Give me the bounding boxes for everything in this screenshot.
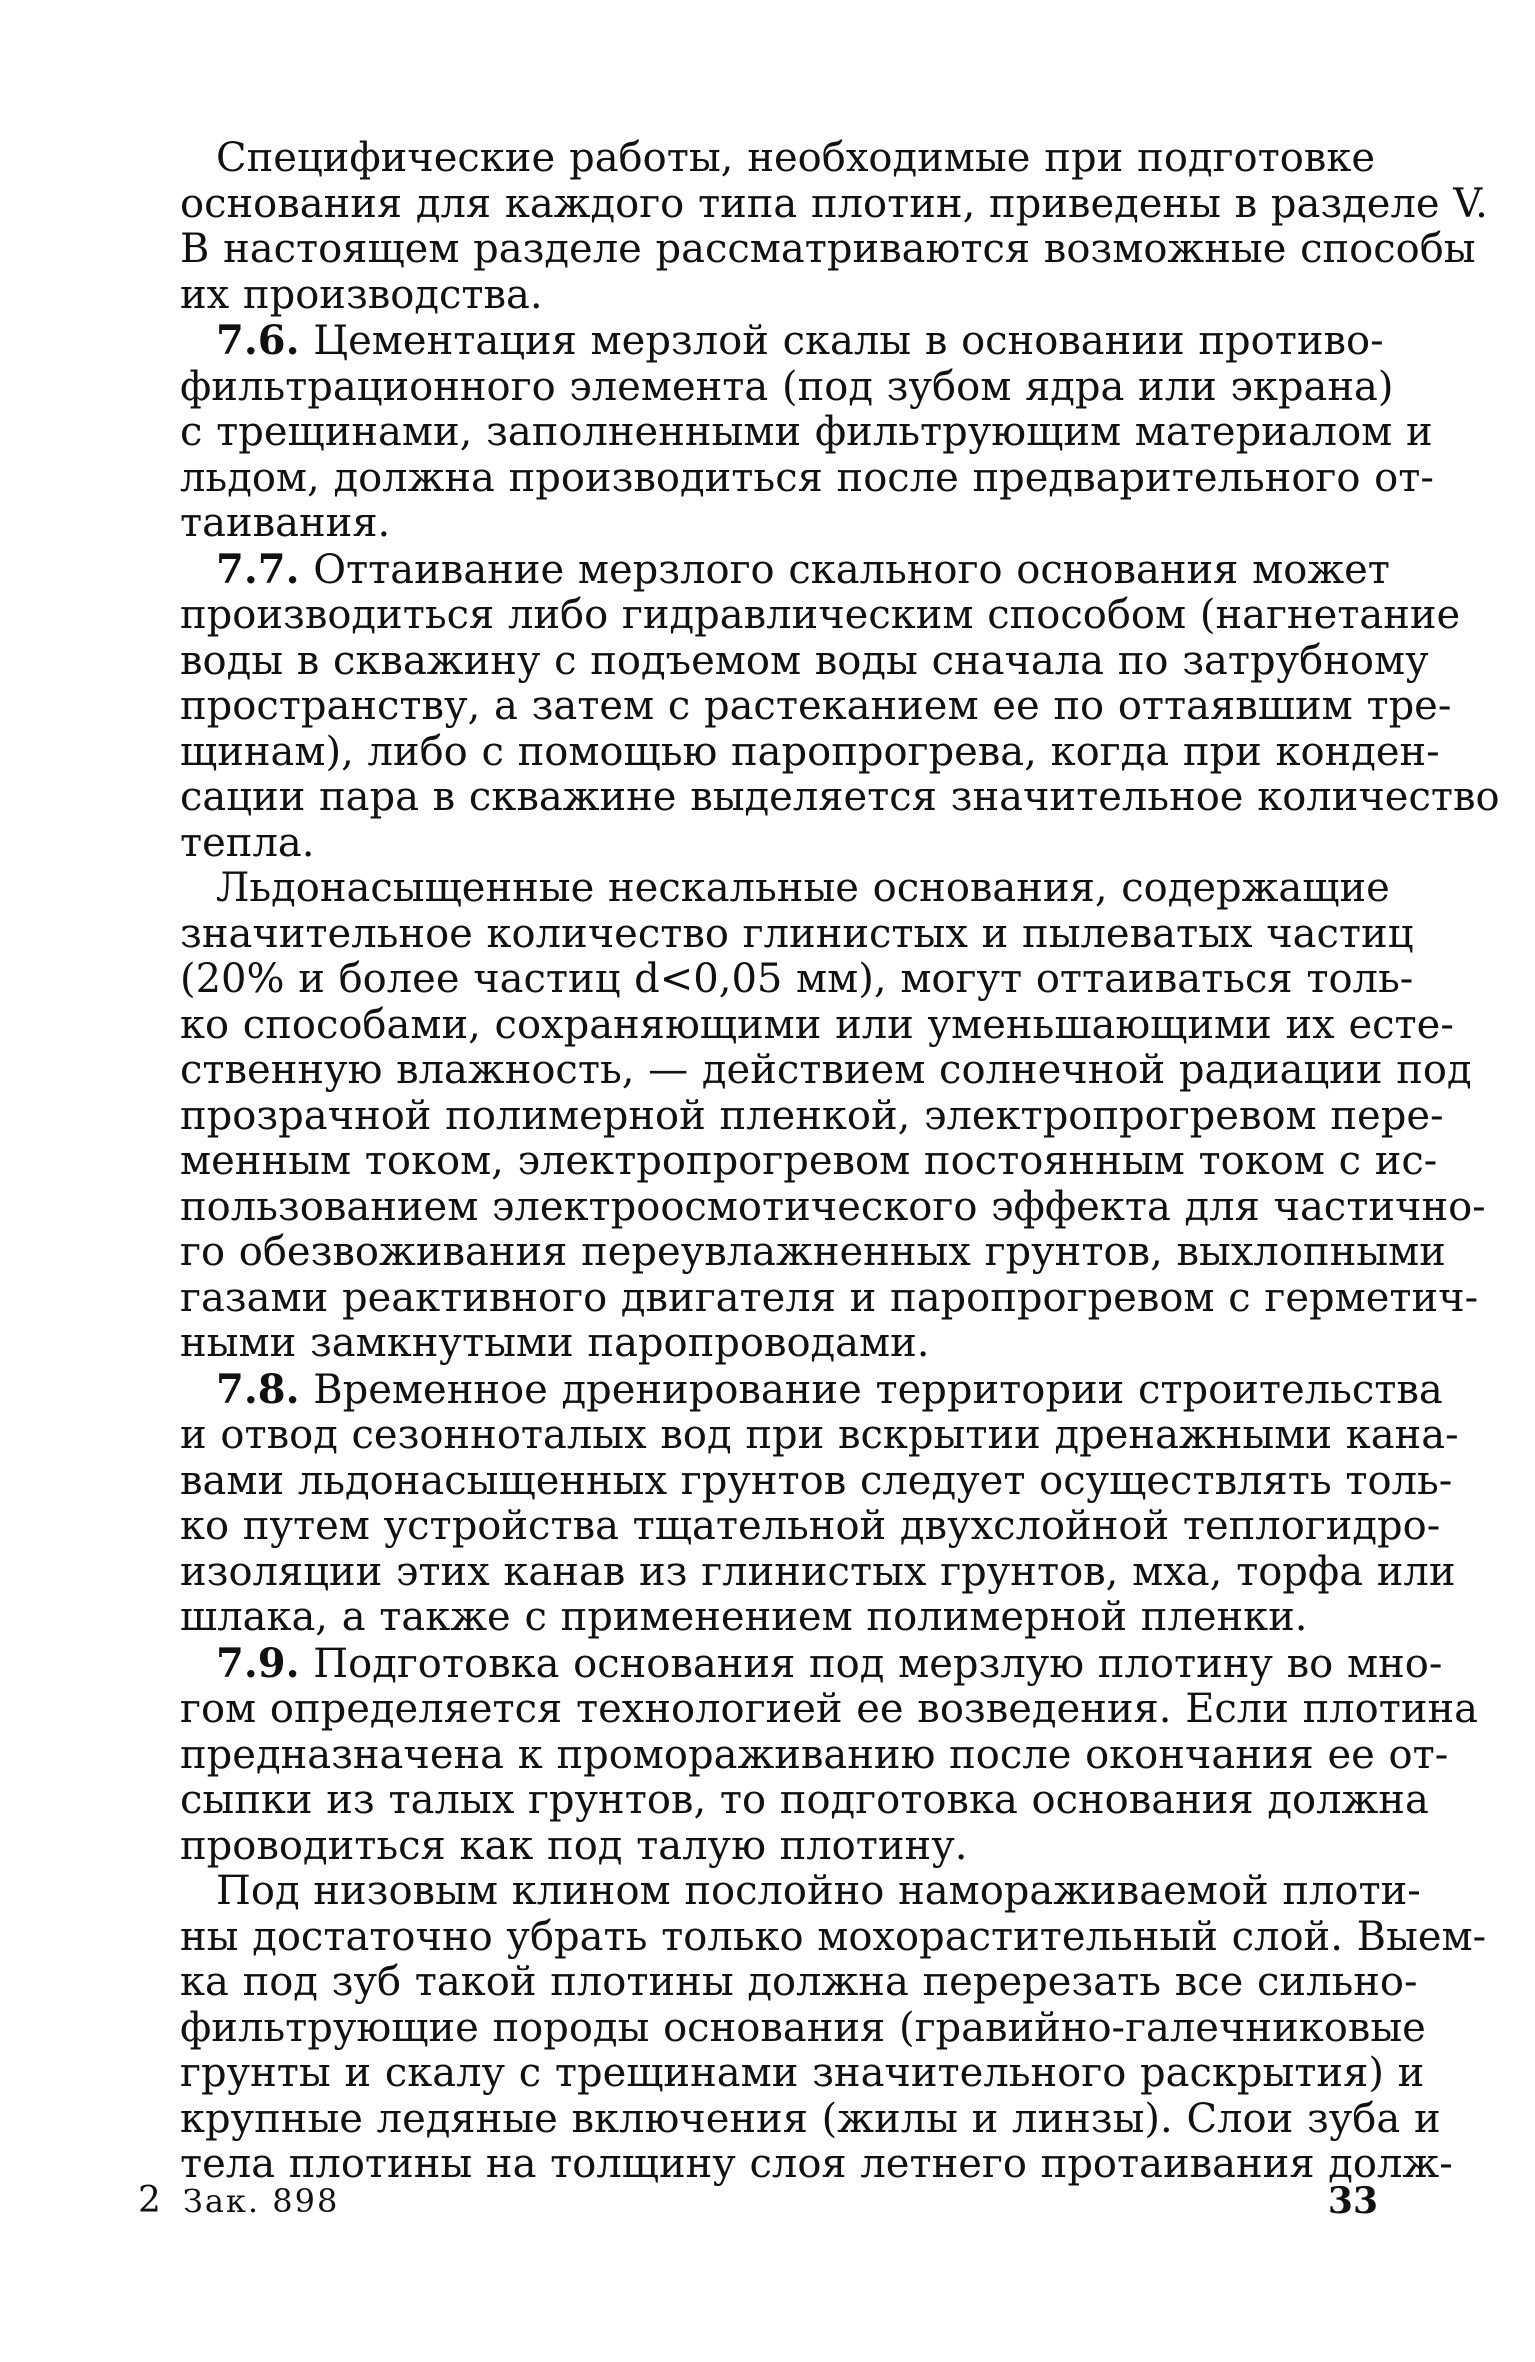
text-line	[180, 1777, 1429, 1824]
printer-signature	[138, 2180, 339, 2221]
line-text: тепла.	[180, 819, 315, 866]
text-line	[180, 1365, 1443, 1414]
text-line	[180, 1503, 1441, 1550]
line-text: ко путем устройства тщательной двухслойной теплогидро-	[180, 1503, 1441, 1549]
line-text: (20% и более частиц d<0,05 мм), могут оттаиваться толь-	[180, 956, 1414, 1002]
text-line	[180, 683, 1452, 730]
line-text: таивания.	[180, 500, 391, 546]
text-line	[180, 2095, 1441, 2143]
line-text: ко способами, сохраняющими или уменьшающими их есте-	[180, 1001, 1454, 1048]
text-line	[180, 1274, 1479, 1322]
line-text: Льдонасыщенные нескальные основания, содержащие	[216, 865, 1390, 911]
text-line	[180, 1047, 1472, 1094]
line-text: го обезвоживания переувлажненных грунтов, выхлопными	[180, 1229, 1446, 1275]
text-line	[180, 545, 1390, 594]
line-text: основания для каждого типа плотин, приведены в разделе V.	[180, 180, 1488, 227]
line-text: грунты и скалу с трещинами значительного раскрытия) и	[180, 2050, 1425, 2096]
text-line	[180, 1138, 1438, 1185]
line-text: ными замкнутыми паропроводами.	[180, 1320, 930, 1366]
line-text: фильтрационного элемента (под зубом ядра или экрана)	[180, 363, 1394, 410]
order-number: Зак. 898	[182, 2182, 340, 2220]
clause-7-6	[180, 317, 1434, 547]
line-text: Специфические работы, необходимые при подготовке	[216, 135, 1375, 181]
line-text: предназначена к промораживанию после окончания ее от-	[180, 1731, 1449, 1778]
clause-number: 7.7.	[216, 545, 300, 593]
text-line	[180, 273, 1375, 319]
text-line	[180, 409, 1433, 456]
clause-7-7	[180, 545, 1500, 867]
line-text: фильтрующие породы основания (гравийно-галечниковые	[180, 2004, 1426, 2051]
text-line	[180, 865, 1390, 912]
text-line	[180, 774, 1500, 821]
line-text: пользованием электроосмотического эффекта для частично-	[180, 1183, 1486, 1230]
line-text: и отвод сезонноталых вод при вскрытии дренажными кана-	[180, 1412, 1459, 1458]
line-text: ственную влажность, — действием солнечной радиации под	[180, 1047, 1472, 1093]
line-text: Цементация мерзлой скалы в основании противо-	[313, 318, 1384, 364]
text-line	[180, 956, 1414, 1003]
page-footer	[138, 2180, 1378, 2220]
text-line	[180, 2004, 1426, 2052]
paragraph	[180, 865, 1486, 1367]
line-text: с трещинами, заполненными фильтрующим материалом и	[180, 409, 1433, 455]
line-text: щинам), либо с помощью паропрогрева, когда при конден-	[180, 728, 1440, 775]
text-line	[180, 1548, 1456, 1596]
page-number: 33	[1327, 2180, 1378, 2222]
text-line	[180, 821, 1375, 867]
text-line	[180, 1092, 1444, 1140]
line-text: льдом, должна производиться после предварительного от-	[180, 454, 1434, 501]
text-line	[180, 592, 1461, 639]
text-line	[180, 1913, 1487, 1961]
text-line	[180, 317, 1384, 365]
line-text: их производства.	[180, 271, 543, 318]
clause-7-9	[180, 1639, 1479, 1870]
line-text: пространству, а затем с растеканием ее по оттаявшим тре-	[180, 683, 1452, 729]
line-text: гом определяется технологией ее возведения. Если плотина	[180, 1686, 1479, 1732]
text-line	[180, 1824, 1375, 1870]
text-line	[180, 1412, 1459, 1459]
paragraph	[180, 1868, 1487, 2188]
text-line	[180, 501, 1375, 547]
text-line	[180, 1595, 1375, 1641]
paragraph	[180, 135, 1488, 318]
line-text: ка под зуб такой плотины должна перерезать все сильно-	[180, 1959, 1418, 2005]
line-text: крупные ледяные включения (жилы и линзы). Слои зуба и	[180, 2095, 1441, 2142]
text-line	[180, 454, 1434, 502]
line-text: тела плотины на толщину слоя летнего протаивания долж-	[180, 2141, 1453, 2187]
line-text: изоляции этих канав из глинистых грунтов, мха, торфа или	[180, 1548, 1456, 1595]
text-line	[180, 1731, 1449, 1779]
text-line	[180, 2050, 1425, 2097]
text-line	[180, 1868, 1421, 1915]
text-line	[180, 363, 1394, 411]
text-line	[180, 1457, 1453, 1505]
text-line	[180, 136, 1375, 182]
line-text: прозрачной полимерной пленкой, электропрогревом пере-	[180, 1092, 1444, 1139]
text-line	[180, 1686, 1479, 1733]
line-text: ны достаточно убрать только мохорастительный слой. Выем-	[180, 1913, 1487, 1960]
text-line	[180, 1639, 1443, 1688]
line-text: значительное количество глинистых и пылеватых частиц	[180, 910, 1414, 957]
line-text: воды в скважину с подъемом воды сначала по затрубному	[180, 637, 1429, 684]
text-line	[180, 180, 1488, 228]
text-line	[180, 1229, 1446, 1276]
line-text: вами льдонасыщенных грунтов следует осуществлять толь-	[180, 1457, 1453, 1504]
signature-number: 2	[138, 2180, 163, 2221]
text-line	[180, 637, 1429, 685]
text-line	[180, 728, 1440, 776]
line-text: В настоящем разделе рассматриваются возможные способы	[180, 226, 1476, 272]
line-text: производиться либо гидравлическим способом (нагнетание	[180, 592, 1461, 638]
text-line	[180, 1959, 1418, 2006]
line-text: менным током, электропрогревом постоянным током с ис-	[180, 1138, 1438, 1184]
clause-number: 7.8.	[216, 1365, 300, 1413]
line-text: шлака, а также с применением полимерной пленки.	[180, 1594, 1308, 1640]
clause-number: 7.9.	[216, 1639, 300, 1687]
text-line	[180, 1321, 1375, 1367]
line-text: Подготовка основания под мерзлую плотину во мно-	[313, 1640, 1443, 1687]
line-text: Временное дренирование территории строительства	[313, 1366, 1443, 1413]
line-text: сыпки из талых грунтов, то подготовка основания должна	[180, 1777, 1429, 1823]
text-line	[180, 1001, 1454, 1049]
line-text: Под низовым клином послойно намораживаемой плоти-	[216, 1868, 1421, 1914]
text-line	[180, 226, 1476, 273]
clause-number: 7.6.	[216, 317, 300, 364]
line-text: проводиться как под талую плотину.	[180, 1822, 968, 1869]
line-text: сации пара в скважине выделяется значительное количество	[180, 774, 1500, 820]
text-line	[180, 1183, 1486, 1231]
text-line	[180, 910, 1414, 958]
line-text: газами реактивного двигателя и паропрогревом с герметич-	[180, 1274, 1479, 1321]
body-text	[180, 135, 1500, 2188]
clause-7-8	[180, 1365, 1459, 1641]
line-text: Оттаивание мерзлого скального основания может	[313, 546, 1390, 593]
